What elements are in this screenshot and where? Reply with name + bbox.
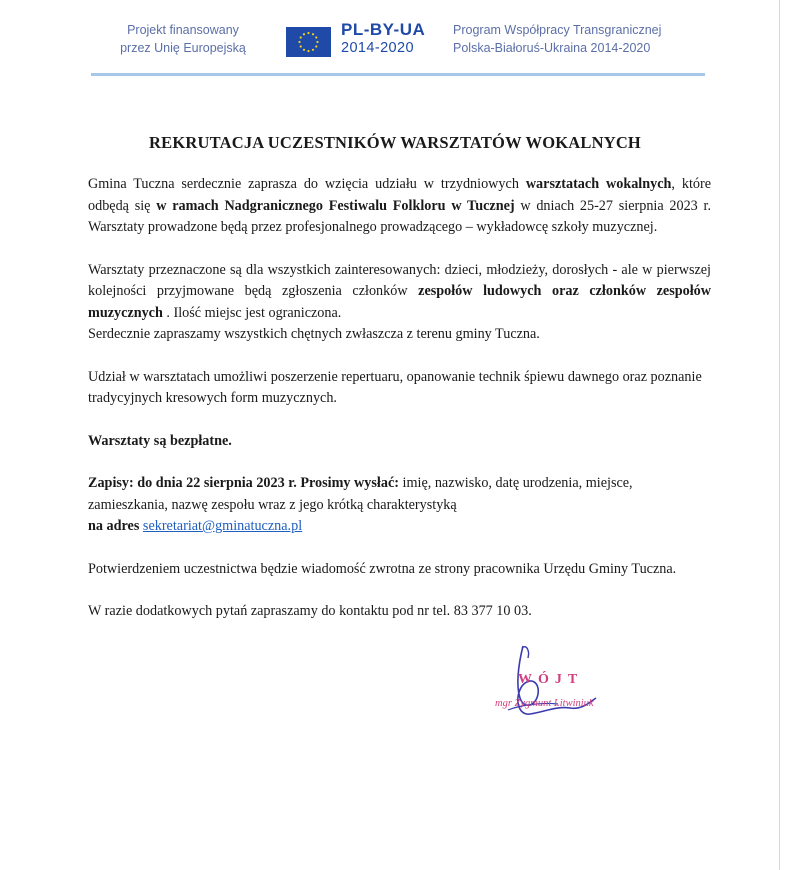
paragraph-benefits: Udział w warsztatach umożliwi poszerzenie repertuaru, opanowanie technik śpiewu dawnego oraz poznanie tradycyjnych kresowych form muzycznych. [88,368,702,406]
eu-star [316,41,318,43]
program-name-line1: Program Współpracy Transgranicznej [453,23,662,37]
eu-star [307,50,309,52]
p1-text-3: w dniach 25-27 sierpnia 2023 r. Warsztaty prowadzone będą przez profesjonalnego prowadzącego – wykładowcę szkoły muzycznej. [88,197,711,235]
p2-text-1: Warsztaty przeznaczone są dla wszystkich zainteresowanych: dzieci, młodzieży, dorosłych - ale w pierwszej kolejności przyjmowane będą zgłoszenia członków [88,261,711,299]
p1-text-1: Gmina Tuczna serdecznie zaprasza do wzięcia udziału w trzydniowych [88,176,526,192]
eu-star [300,45,302,47]
program-logo [341,21,425,57]
p2-bold-1: zespołów ludowych oraz członków zespołów muzycznych [88,283,712,321]
p2-text-2: . Ilość miejsc jest ograniczona. [162,304,342,321]
eu-funding-note [108,21,258,57]
p1-bold-2: w ramach Nadgranicznego Festiwalu Folkloru w Tucznej [156,197,515,214]
eu-star [303,49,305,51]
free-note: Warsztaty są bezpłatne. [88,432,232,449]
eu-star [298,41,300,43]
eu-star [303,33,305,35]
program-years: 2014-2020 [341,40,414,56]
eu-star [300,36,302,38]
eu-star [315,36,317,38]
p1-text-2: , które odbędą się [88,176,712,214]
eu-funding-line1: Projekt finansowany [127,23,239,37]
program-code: PL-BY-UA [341,20,426,39]
letter-body [88,174,711,644]
eu-star [315,45,317,47]
stamp-title: WÓJT [518,672,584,687]
page-title: REKRUTACJA UCZESTNIKÓW WARSZTATÓW WOKALNYCH [149,133,641,152]
header-divider [91,73,705,76]
page-edge [779,0,780,870]
p1-bold-1: warsztatach wokalnych [525,176,672,192]
eu-star [307,32,309,34]
email-link[interactable]: sekretariat@gminatuczna.pl [142,518,303,534]
paragraph-confirmation: Potwierdzeniem uczestnictwa będzie wiadomość zwrotna ze strony pracownika Urzędu Gminy Tuczna. [88,560,677,577]
p5-bold-2: na adres [88,518,143,534]
p2-block [88,260,711,325]
paragraph-free [88,431,711,453]
paragraph-invitation [88,174,711,239]
paragraph-registration [88,473,711,538]
program-name-line2: Polska-Białoruś-Ukraina 2014-2020 [453,41,651,55]
paragraph-contact: W razie dodatkowych pytań zapraszamy do kontaktu pod nr tel. 83 377 10 03. [88,603,532,619]
eu-flag-icon [286,27,331,57]
eu-funding-line2: przez Unię Europejską [120,41,246,55]
p5-bold-1: Zapisy: do dnia 22 sierpnia 2023 r. Prosimy wysłać: [88,475,399,491]
paragraph-audience [88,260,711,346]
stamp-name: mgr Zygmunt Litwiniuk [495,698,594,709]
eu-star [312,33,314,35]
p5-text-1: imię, nazwisko, datę urodzenia, miejsce, zamieszkania, nazwę zespołu wraz z jego krótką charakterystyką [88,475,633,513]
eu-star [312,49,314,51]
p2-line-2: Serdecznie zapraszamy wszystkich chętnych zwłaszcza z terenu gminy Tuczna. [88,326,540,342]
program-name [453,21,693,57]
